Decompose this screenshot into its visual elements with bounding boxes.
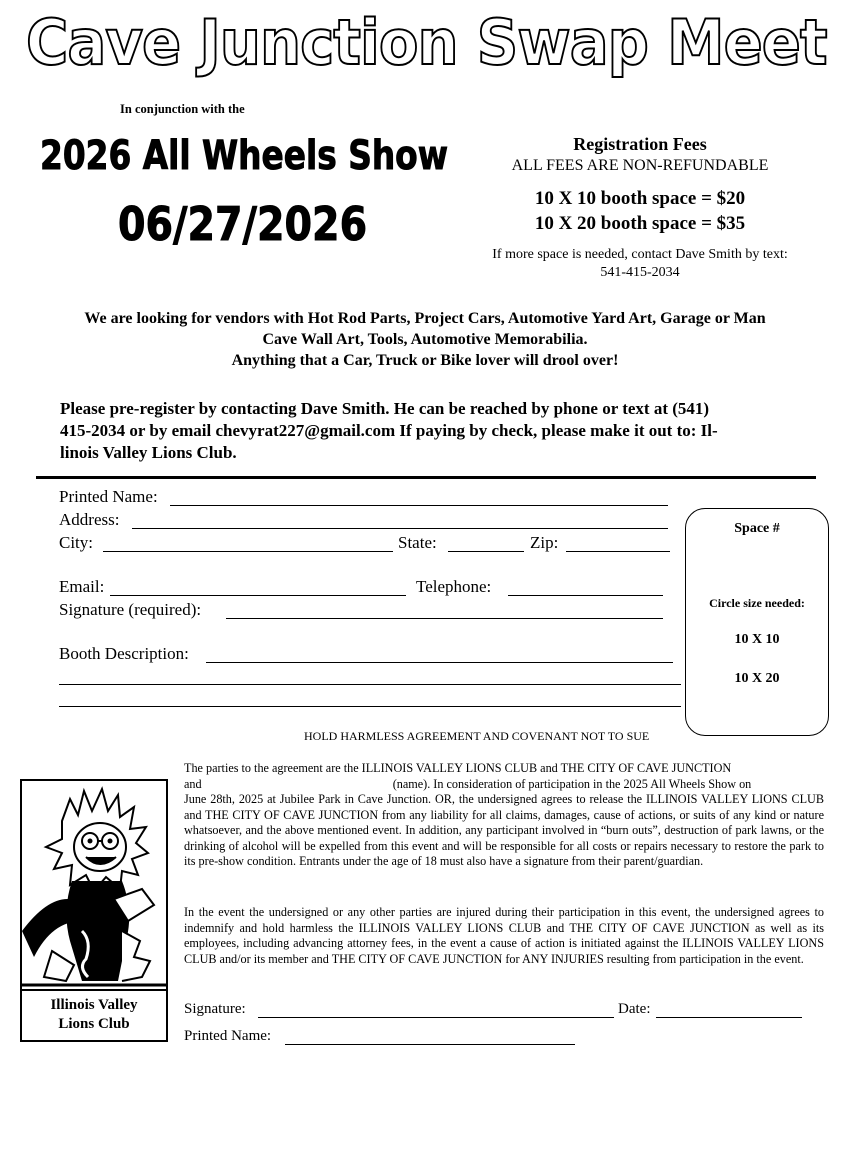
non-refundable-note: ALL FEES ARE NON-REFUNDABLE (511, 157, 769, 174)
booth-description-label: Booth Description: (59, 644, 189, 663)
circle-size-label: Circle size needed: (709, 596, 805, 610)
preregister-note (60, 398, 820, 464)
agreement-p1-line1: The parties to the agreement are the ILLINOIS VALLEY LIONS CLUB and THE CITY OF CAVE JUNCTION (184, 761, 732, 775)
preregister-line-2: 415-2034 or by email chevyrat227@gmail.com If paying by check, please make it out to: Il- (60, 421, 718, 440)
booth-10x10-fee: 10 X 10 booth space = $20 (534, 188, 746, 209)
swap-meet-title: Cave Junction Swap Meet (26, 6, 827, 79)
city-field[interactable] (103, 551, 393, 552)
agreement-p1-line2 (184, 777, 824, 793)
more-space-note: If more space is needed, contact Dave Smith by text: (492, 247, 788, 262)
agreement-date-label: Date: (618, 1001, 651, 1017)
agreement-date-field[interactable] (656, 1017, 802, 1018)
space-selection-box (685, 508, 829, 736)
signature-label: Signature (required): (59, 600, 202, 619)
printed-name-label: Printed Name: (59, 487, 158, 506)
vendor-callout (30, 308, 820, 371)
zip-label: Zip: (530, 533, 559, 552)
agreement-heading: HOLD HARMLESS AGREEMENT AND COVENANT NOT TO SUE (304, 729, 650, 743)
address-field[interactable] (132, 528, 668, 529)
agreement-and: and (184, 776, 202, 791)
agreement-name-suffix: (name). In consideration of participation in the 2025 All Wheels Show on (392, 776, 752, 791)
city-label: City: (59, 533, 94, 552)
vendor-line-3: Anything that a Car, Truck or Bike lover will drool over! (231, 352, 619, 369)
address-label: Address: (59, 510, 120, 529)
contact-phone: 541-415-2034 (600, 265, 680, 280)
email-field[interactable] (110, 595, 406, 596)
signature-field[interactable] (226, 618, 663, 619)
vendor-line-2: Cave Wall Art, Tools, Automotive Memorabilia. (262, 331, 588, 348)
printed-name-field[interactable] (170, 505, 668, 506)
agreement-printed-name-label: Printed Name: (184, 1028, 272, 1044)
space-option-10x20[interactable]: 10 X 20 (734, 671, 780, 686)
zip-field[interactable] (566, 551, 670, 552)
agreement-paragraph-1 (184, 761, 824, 870)
fees-block (470, 132, 810, 282)
state-field[interactable] (448, 551, 524, 552)
space-number-label: Space # (734, 521, 780, 536)
lion-mascot-icon (22, 781, 166, 989)
agreement-signature-label: Signature: (184, 1001, 246, 1017)
agreement-p1-body: June 28th, 2025 at Jubilee Park in Cave Junction. OR, the undersigned agrees to release the ILLINOIS VALLEY LIONS CLUB and THE CITY OF CAVE JUNCTION from any liability for all claims, damages, cause of actions, or suits of any kind or nature whatsoever, and the above mentioned event. In addition, any participant involved in “burn outs”, destruction of park lawns, or the drinking of alcohol will be expelled from this event and will be responsible for all costs or repairs necessary to restore the park to its pre-show condition. Entrants under the age of 18 must also have a signature from their parent/guardian. (184, 792, 824, 868)
preregister-line-1: Please pre-register by contacting Dave Smith. He can be reached by phone or text at (541) (60, 399, 710, 418)
booth-10x20-fee: 10 X 20 booth space = $35 (534, 213, 746, 234)
agreement-printed-name-field[interactable] (285, 1044, 575, 1045)
telephone-field[interactable] (508, 595, 663, 596)
logo-line-1: Illinois Valley (50, 997, 138, 1013)
booth-description-line-3[interactable] (59, 706, 681, 707)
email-label: Email: (59, 577, 105, 596)
show-date: 06/27/2026 (118, 197, 368, 251)
agreement-signature-field[interactable] (258, 1017, 614, 1018)
logo-line-2: Lions Club (58, 1016, 130, 1032)
agreement-paragraph-2: In the event the undersigned or any other parties are injured during their participation in this event, the undersigned agrees to indemnify and hold harmless the ILLINOIS VALLEY LIONS CLUB and THE CITY OF CAVE JUNCTION as well as its employees, including advancing attorney fees, in the event a cause of action is initiated against the ILLINOIS VALLEY LIONS CLUB and/or its member and THE CITY OF CAVE JUNCTION for ANY INJURIES resulting from participation in the event. (184, 905, 824, 966)
show-name-title: 2026 All Wheels Show (40, 133, 449, 179)
preregister-line-3: linois Valley Lions Club. (60, 443, 237, 462)
conjunction-text: In conjunction with the (120, 102, 245, 116)
booth-description-line-2[interactable] (59, 684, 681, 685)
vendor-line-1: We are looking for vendors with Hot Rod Parts, Project Cars, Automotive Yard Art, Garage or Man (84, 310, 766, 327)
section-divider (36, 476, 816, 479)
lions-club-logo (20, 779, 168, 1042)
fees-heading: Registration Fees (573, 134, 707, 154)
telephone-label: Telephone: (416, 577, 492, 596)
state-label: State: (398, 533, 437, 552)
booth-description-field[interactable] (206, 662, 673, 663)
space-option-10x10[interactable]: 10 X 10 (734, 632, 780, 647)
logo-caption (22, 989, 166, 1040)
